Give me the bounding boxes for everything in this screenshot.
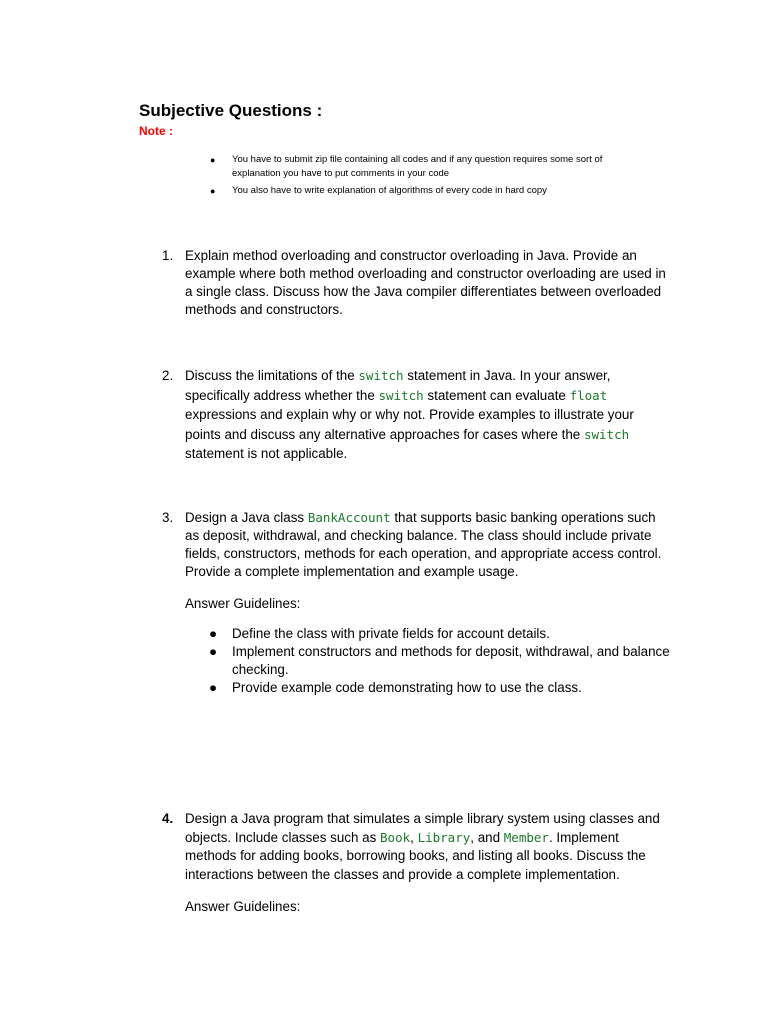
text-run: ,: [410, 829, 418, 845]
bullet-icon: ●: [210, 155, 216, 165]
note-label: Note :: [139, 124, 173, 138]
question-1: [160, 247, 672, 319]
question-text: Explain method overloading and constructor overloading in Java. Provide an example where both method overloading and constructor overloading are used in a single class. Discuss how the Java compiler differentiates between overloaded methods and constructors.: [185, 248, 666, 317]
note-item: [208, 184, 648, 198]
text-run: Design a Java class: [185, 510, 308, 525]
code-keyword: BankAccount: [307, 510, 391, 525]
question-number: 2.: [162, 368, 174, 383]
bullet-icon: ●: [209, 644, 218, 659]
question-number: 3.: [162, 510, 174, 525]
note-text: You also have to write explanation of algorithms of every code in hard copy: [232, 185, 547, 196]
text-run: statement in Java. In your answer, specifically address whether the: [185, 368, 611, 403]
question-3: [160, 509, 672, 697]
text-run: that supports basic banking operations such as deposit, withdrawal, and checking balance. The class should include private fields, constructors, methods for each operation, and appropriate access control. Provide a complete implementation and example usage.: [185, 510, 662, 579]
question-text: [185, 366, 672, 464]
question-text: [185, 509, 672, 581]
guideline-item: [185, 625, 672, 643]
note-text: You have to submit zip file containing all codes and if any question requires some sort of explanation you have to put comments in your code: [232, 154, 603, 179]
code-keyword: switch: [378, 387, 424, 403]
code-keyword: switch: [358, 368, 404, 383]
guideline-text: Define the class with private fields for account details.: [232, 626, 550, 641]
guideline-item: [185, 643, 672, 679]
guideline-item: [185, 679, 672, 697]
guideline-text: Implement constructors and methods for deposit, withdrawal, and balance checking.: [232, 644, 670, 677]
answer-guidelines-label: Answer Guidelines:: [185, 899, 301, 914]
bullet-icon: ●: [210, 186, 216, 196]
text-run: statement is not applicable.: [185, 446, 348, 461]
question-2: [160, 366, 672, 464]
question-number: 1.: [162, 248, 174, 263]
question-4: [160, 810, 672, 917]
code-keyword: Book: [380, 829, 411, 845]
note-list: [208, 153, 648, 201]
guideline-text: Provide example code demonstrating how to use the class.: [232, 680, 582, 695]
text-run: expressions and explain why or why not. Provide examples to illustrate your points and discuss any alternative approaches for cases where the: [185, 407, 634, 442]
code-keyword: Member: [503, 829, 549, 845]
note-item: [208, 153, 648, 181]
text-run: . Implement methods for adding books, borrowing books, and listing all books. Discuss the interactions between the classes and provide a complete implementation.: [185, 829, 646, 882]
answer-guidelines-list: [185, 625, 672, 697]
text-run: Discuss the limitations of the: [185, 368, 359, 383]
question-text: [185, 810, 672, 884]
code-keyword: float: [569, 387, 608, 403]
text-run: , and: [470, 829, 504, 845]
answer-guidelines-label: Answer Guidelines:: [185, 596, 301, 611]
question-number: 4.: [162, 811, 174, 826]
bullet-icon: ●: [209, 626, 218, 641]
text-run: Design a Java program that simulates a simple library system using classes and objects. Include classes such as: [185, 811, 660, 845]
bullet-icon: ●: [209, 680, 218, 695]
page-title: Subjective Questions :: [139, 101, 323, 120]
text-run: statement can evaluate: [423, 387, 570, 403]
code-keyword: switch: [583, 426, 630, 442]
code-keyword: Library: [417, 829, 471, 845]
